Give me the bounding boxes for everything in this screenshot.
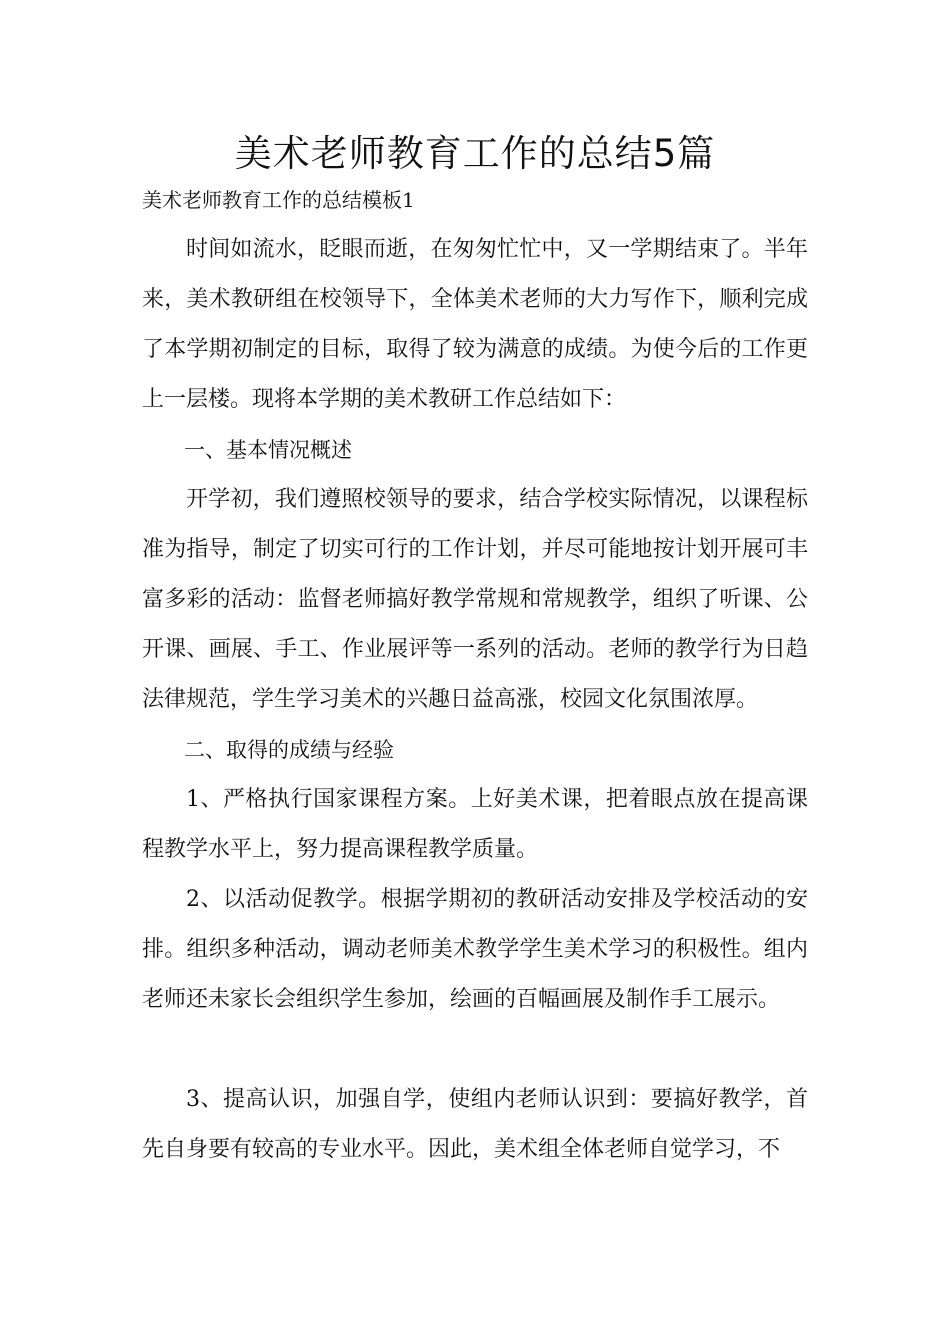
document-title: 美术老师教育工作的总结5篇 bbox=[234, 132, 716, 175]
section-heading-overview: 一、基本情况概述 bbox=[184, 438, 352, 462]
paragraph-item-3: 3、提高认识，加强自学，使组内老师认识到：要搞好教学，首先自身要有较高的专业水平。因此，美术组全体老师自觉学习，不 bbox=[142, 1087, 808, 1162]
paragraph-intro: 时间如流水，眨眼而逝，在匆匆忙忙中，又一学期结束了。半年来，美术教研组在校领导下，全体美术老师的大力写作下，顺利完成了本学期初制定的目标，取得了较为满意的成绩。为使今后的工作更上一层楼。现将本学期的美术教研工作总结如下： bbox=[142, 237, 808, 412]
paragraph-item-2: 2、以活动促教学。根据学期初的教研活动安排及学校活动的安排。组织多种活动，调动老师美术教学学生美术学习的积极性。组内老师还未家长会组织学生参加，绘画的百幅画展及制作手工展示。 bbox=[142, 887, 808, 1012]
paragraph-item-1: 1、严格执行国家课程方案。上好美术课，把着眼点放在提高课程教学水平上，努力提高课程教学质量。 bbox=[142, 787, 808, 862]
section-heading-achievements: 二、取得的成绩与经验 bbox=[184, 738, 394, 762]
blank-line bbox=[142, 1025, 808, 1075]
document-body bbox=[142, 225, 808, 1175]
paragraph-overview: 开学初，我们遵照校领导的要求，结合学校实际情况，以课程标准为指导，制定了切实可行的工作计划，并尽可能地按计划开展可丰富多彩的活动：监督老师搞好教学常规和常规教学，组织了听课、公开课、画展、手工、作业展评等一系列的活动。老师的教学行为日趋法律规范，学生学习美术的兴趣日益高涨，校园文化氛围浓厚。 bbox=[142, 487, 808, 712]
document-subtitle: 美术老师教育工作的总结模板1 bbox=[142, 188, 415, 212]
